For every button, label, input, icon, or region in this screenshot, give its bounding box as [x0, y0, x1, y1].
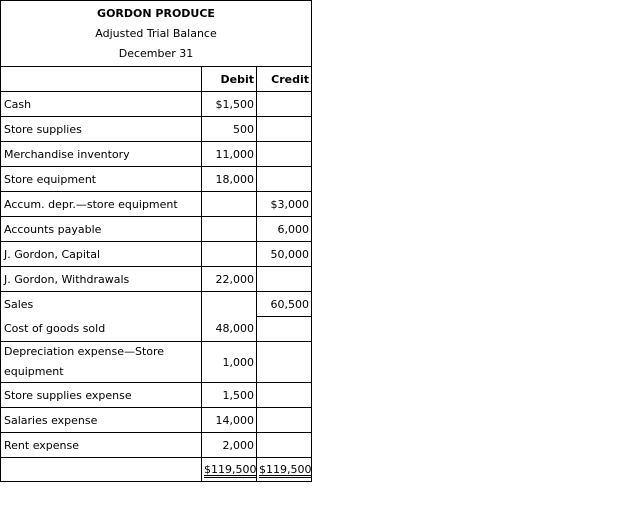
trial-balance-table [0, 66, 312, 482]
statement-date: December 31 [118, 47, 194, 60]
table-row [1, 342, 312, 383]
debit-amount: 14,000 [202, 408, 257, 433]
table-row [1, 142, 312, 167]
company-name: GORDON PRODUCE [97, 7, 215, 20]
account-name: Depreciation expense—Store equipment [1, 342, 202, 383]
debit-total-value: $119,500 [204, 463, 257, 476]
credit-amount: 50,000 [257, 242, 312, 267]
table-row [1, 117, 312, 142]
debit-amount: 2,000 [202, 433, 257, 458]
table-row [1, 192, 312, 217]
table-row [1, 292, 312, 317]
table-row [1, 92, 312, 117]
credit-amount [257, 317, 312, 342]
table-row [1, 217, 312, 242]
table-row [1, 267, 312, 292]
statement-header [0, 0, 312, 66]
credit-amount [257, 342, 312, 383]
credit-total-value: $119,500 [259, 463, 312, 476]
debit-amount: 48,000 [202, 317, 257, 342]
debit-amount: 22,000 [202, 267, 257, 292]
table-row [1, 408, 312, 433]
totals-row [1, 458, 312, 482]
debit-total [202, 458, 257, 482]
account-name: J. Gordon, Capital [1, 242, 202, 267]
account-name: Cost of goods sold [1, 317, 202, 342]
account-name: Sales [1, 292, 202, 317]
credit-amount [257, 383, 312, 408]
credit-total [257, 458, 312, 482]
account-name: Store supplies [1, 117, 202, 142]
debit-amount [202, 192, 257, 217]
credit-amount [257, 408, 312, 433]
credit-amount [257, 167, 312, 192]
table-row [1, 317, 312, 342]
account-name: J. Gordon, Withdrawals [1, 267, 202, 292]
credit-amount [257, 267, 312, 292]
account-name: Store equipment [1, 167, 202, 192]
debit-amount: 18,000 [202, 167, 257, 192]
account-name: Salaries expense [1, 408, 202, 433]
account-name: Accum. depr.—store equipment [1, 192, 202, 217]
account-name: Merchandise inventory [1, 142, 202, 167]
account-name: Accounts payable [1, 217, 202, 242]
credit-amount: 6,000 [257, 217, 312, 242]
statement-title: Adjusted Trial Balance [95, 27, 217, 40]
credit-amount [257, 433, 312, 458]
debit-amount [202, 242, 257, 267]
debit-amount: 11,000 [202, 142, 257, 167]
account-column-header [1, 67, 202, 92]
debit-amount [202, 292, 257, 317]
trial-balance-sheet [0, 0, 312, 482]
debit-amount: 1,000 [202, 342, 257, 383]
debit-amount: $1,500 [202, 92, 257, 117]
credit-amount [257, 142, 312, 167]
credit-column-header: Credit [257, 67, 312, 92]
table-row [1, 167, 312, 192]
totals-label-cell [1, 458, 202, 482]
debit-column-header: Debit [202, 67, 257, 92]
credit-amount: $3,000 [257, 192, 312, 217]
account-name: Cash [1, 92, 202, 117]
account-name: Store supplies expense [1, 383, 202, 408]
table-row [1, 433, 312, 458]
debit-amount [202, 217, 257, 242]
table-row [1, 383, 312, 408]
column-header-row [1, 67, 312, 92]
credit-amount [257, 117, 312, 142]
credit-amount: 60,500 [257, 292, 312, 317]
debit-amount: 500 [202, 117, 257, 142]
table-row [1, 242, 312, 267]
credit-amount [257, 92, 312, 117]
account-name: Rent expense [1, 433, 202, 458]
debit-amount: 1,500 [202, 383, 257, 408]
